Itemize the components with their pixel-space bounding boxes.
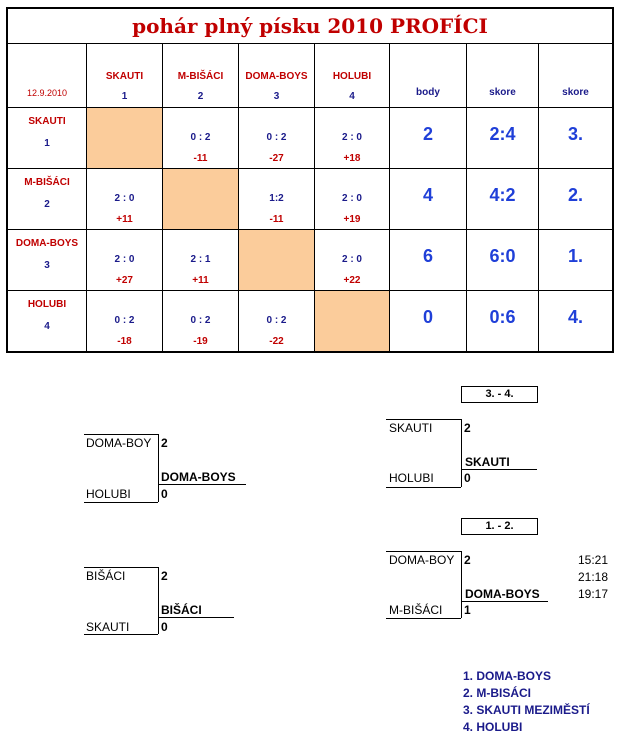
score-total-cell [467, 108, 539, 169]
score-total-cell [467, 169, 539, 230]
winner-name: SKAUTI [465, 455, 510, 469]
match-diff: -22 [269, 336, 284, 347]
match-diff: +22 [343, 275, 361, 286]
third-place-label: 3. - 4. [461, 386, 538, 403]
diagonal-cell [163, 169, 239, 230]
column-header-name: M-BIŠÁCI [177, 71, 224, 82]
match-cell [315, 230, 390, 291]
match-diff: +19 [343, 214, 361, 225]
rank-cell [539, 230, 612, 291]
diagonal-cell [87, 108, 163, 169]
match-score: 0 : 2 [266, 315, 287, 326]
score-total-cell [467, 230, 539, 291]
rank-value: 2. [567, 185, 583, 205]
column-header-4 [315, 44, 390, 108]
match-cell [239, 291, 315, 351]
points-value: 0 [422, 307, 433, 327]
score-total-value: 4:2 [489, 185, 516, 205]
points-cell [390, 291, 467, 351]
page-title: pohár plný písku 2010 PROFÍCI [8, 9, 612, 44]
points-value: 4 [422, 185, 433, 205]
match-cell [315, 108, 390, 169]
row-num: 3 [44, 260, 50, 271]
match-score: 0 : 2 [114, 315, 135, 326]
bracket-line [461, 601, 548, 602]
team-score: 0 [464, 471, 471, 485]
set-score: 21:18 [578, 570, 609, 584]
match-cell [239, 108, 315, 169]
column-header-name: DOMA-BOYS [245, 71, 308, 82]
bracket-line [386, 551, 461, 552]
rank-cell [539, 291, 612, 351]
bracket-line [158, 617, 234, 618]
team-score: 1 [464, 603, 471, 617]
header-label: skore [562, 87, 589, 98]
row-header-1 [8, 108, 87, 169]
standings-table [6, 7, 614, 353]
match-score: 1:2 [269, 193, 284, 204]
column-header-name: SKAUTI [105, 71, 144, 82]
score-total-value: 0:6 [489, 307, 516, 327]
diagonal-cell [239, 230, 315, 291]
column-header-2 [163, 44, 239, 108]
score-total-cell [467, 291, 539, 351]
row-num: 2 [44, 199, 50, 210]
points-value: 2 [422, 124, 433, 144]
row-num: 1 [44, 138, 50, 149]
match-score: 2 : 1 [190, 254, 211, 265]
standing-item: 3. SKAUTI MEZIMĚSTÍ [463, 703, 590, 717]
bracket-line [386, 419, 461, 420]
match-cell [87, 169, 163, 230]
set-score: 15:21 [578, 553, 609, 567]
header-rank [539, 44, 612, 108]
match-diff: +11 [192, 275, 209, 286]
bracket-line [461, 551, 462, 618]
points-cell [390, 169, 467, 230]
column-header-num: 2 [197, 91, 204, 102]
points-value: 6 [422, 246, 433, 266]
match-score: 2 : 0 [114, 254, 135, 265]
rank-value: 3. [567, 124, 583, 144]
header-body [390, 44, 467, 108]
column-header-3 [239, 44, 315, 108]
team-score: 2 [161, 436, 168, 450]
match-diff: -11 [193, 153, 208, 164]
column-header-num: 4 [349, 91, 355, 102]
column-header-name: HOLUBI [332, 71, 372, 82]
match-score: 0 : 2 [190, 132, 211, 143]
match-diff: +27 [116, 275, 133, 286]
rank-value: 1. [567, 246, 583, 266]
date-label: 12.9.2010 [26, 88, 68, 98]
standing-item: 2. M-BISÁCI [463, 686, 532, 700]
match-cell [87, 230, 163, 291]
rank-cell [539, 108, 612, 169]
row-header-4 [8, 291, 87, 351]
match-score: 0 : 2 [190, 315, 211, 326]
team-score: 2 [464, 421, 471, 435]
bracket-line [84, 502, 158, 503]
team-name: BIŠÁCI [86, 569, 126, 583]
match-score: 0 : 2 [266, 132, 287, 143]
match-diff: +11 [116, 214, 133, 225]
row-header-3 [8, 230, 87, 291]
header-skore [467, 44, 539, 108]
row-name: M-BIŠÁCI [24, 177, 70, 188]
standing-item: 4. HOLUBI [463, 720, 523, 734]
match-diff: -19 [193, 336, 208, 347]
team-name: M-BIŠÁCI [389, 603, 443, 617]
score-total-value: 2:4 [489, 124, 516, 144]
column-header-num: 3 [273, 91, 280, 102]
bracket-line [386, 618, 461, 619]
match-diff: -11 [269, 214, 284, 225]
team-score: 2 [161, 569, 168, 583]
team-score: 0 [161, 620, 168, 634]
match-score: 2 : 0 [341, 193, 362, 204]
team-name: HOLUBI [86, 487, 131, 501]
match-diff: -27 [269, 153, 284, 164]
row-num: 4 [44, 321, 50, 332]
match-cell [239, 169, 315, 230]
bracket-line [158, 484, 246, 485]
match-cell [87, 291, 163, 351]
winner-name: DOMA-BOYS [161, 470, 236, 484]
bracket-line [84, 634, 158, 635]
bracket-line [386, 487, 461, 488]
match-score: 2 : 0 [341, 254, 362, 265]
team-name: DOMA-BOY [86, 436, 152, 450]
rank-value: 4. [567, 307, 583, 327]
team-score: 2 [464, 553, 471, 567]
match-cell [163, 230, 239, 291]
bracket-line [84, 567, 158, 568]
match-score: 2 : 0 [341, 132, 362, 143]
date-cell [8, 44, 87, 108]
match-cell [163, 108, 239, 169]
row-name: SKAUTI [28, 116, 66, 127]
standing-item: 1. DOMA-BOYS [463, 669, 552, 683]
match-diff: +18 [343, 153, 361, 164]
points-cell [390, 230, 467, 291]
score-total-value: 6:0 [489, 246, 516, 266]
column-header-num: 1 [121, 91, 128, 102]
row-name: DOMA-BOYS [15, 238, 79, 249]
team-score: 0 [161, 487, 168, 501]
match-cell [315, 169, 390, 230]
winner-name: BIŠÁCI [161, 603, 202, 617]
set-score: 19:17 [578, 587, 609, 601]
match-cell [163, 291, 239, 351]
column-header-1 [87, 44, 163, 108]
bracket-line [84, 434, 158, 435]
points-cell [390, 108, 467, 169]
header-label: body [416, 87, 440, 98]
team-name: DOMA-BOY [389, 553, 455, 567]
match-diff: -18 [117, 336, 132, 347]
winner-name: DOMA-BOYS [465, 587, 540, 601]
team-name: SKAUTI [389, 421, 433, 435]
diagonal-cell [315, 291, 390, 351]
team-name: HOLUBI [389, 471, 434, 485]
row-name: HOLUBI [27, 299, 67, 310]
match-score: 2 : 0 [114, 193, 135, 204]
header-label: skore [489, 87, 516, 98]
bracket-line [158, 567, 159, 634]
rank-cell [539, 169, 612, 230]
final-label: 1. - 2. [461, 518, 538, 535]
bracket-line [461, 419, 462, 487]
team-name: SKAUTI [86, 620, 130, 634]
bracket-line [158, 434, 159, 502]
bracket-line [461, 469, 537, 470]
row-header-2 [8, 169, 87, 230]
